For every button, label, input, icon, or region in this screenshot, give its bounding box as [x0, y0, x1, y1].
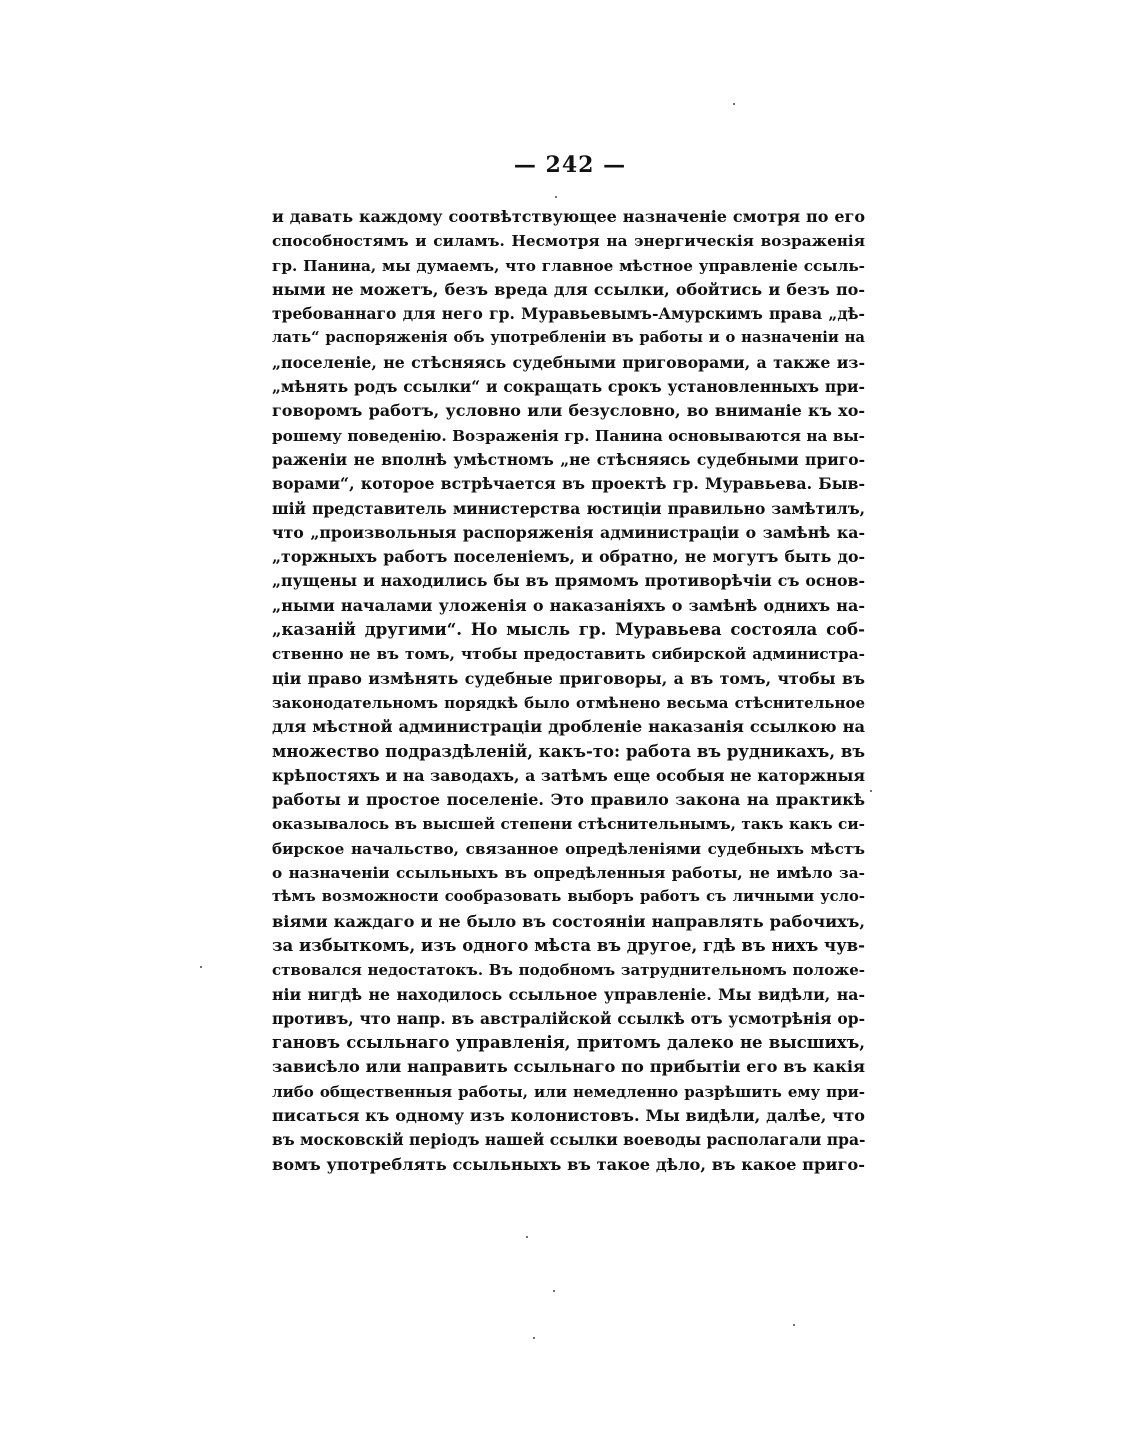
scan-speck — [533, 1337, 535, 1339]
scan-speck — [200, 966, 202, 968]
text-line: рошему поведенію. Возраженія гр. Панина основываются на вы- — [272, 426, 865, 445]
text-line: „пущены и находились бы въ прямомъ противорѣчіи съ основ- — [272, 571, 865, 591]
text-line: требованнаго для него гр. Муравьевымъ-Амурскимъ права „дѣ- — [272, 304, 865, 324]
text-line: шій представитель министерства юстиціи правильно замѣтилъ, — [272, 498, 865, 518]
text-line: что „произвольныя распоряженія администраціи о замѣнѣ ка- — [272, 522, 865, 542]
text-line: „торжныхъ работъ поселеніемъ, и обратно, не могутъ быть до- — [272, 547, 865, 567]
text-line: для мѣстной администраціи дробленіе наказанія ссылкою на — [272, 717, 865, 737]
text-line: писаться къ одному изъ колонистовъ. Мы видѣли, далѣе, что — [272, 1105, 865, 1125]
text-line: множество подраздѣленій, какъ-то: работа въ рудникахъ, въ — [272, 741, 865, 761]
text-line: оказывалось въ высшей степени стѣснительнымъ, такъ какъ си- — [272, 815, 865, 834]
scan-speck — [555, 196, 557, 198]
scan-speck — [793, 1324, 795, 1326]
text-line: говоромъ работъ, условно или безусловно, во вниманіе къ хо- — [272, 401, 865, 421]
text-line: въ московскій періодъ нашей ссылки воеводы располагали пра- — [272, 1130, 865, 1150]
text-line: „казаній другими“. Но мысль гр. Муравьева состояла соб- — [272, 620, 865, 640]
page-number: — 242 — — [513, 152, 627, 178]
text-line: гр. Панина, мы думаемъ, что главное мѣстное управленіе ссыль- — [272, 256, 865, 275]
text-line: работы и простое поселеніе. Это правило закона на практикѣ — [272, 790, 865, 810]
text-line: ворами“, которое встрѣчается въ проектѣ гр. Муравьева. Быв- — [272, 474, 865, 494]
text-line: за избыткомъ, изъ одного мѣста въ другое, гдѣ въ нихъ чув- — [272, 935, 865, 955]
scan-speck — [553, 1290, 555, 1292]
text-line: віями каждаго и не было въ состояніи направлять рабочихъ, — [272, 911, 865, 931]
text-line: либо общественныя работы, или немедленно разрѣшить ему при- — [272, 1082, 865, 1101]
text-line: ствовался недостатокъ. Въ подобномъ затруднительномъ положе- — [272, 961, 865, 980]
text-line: вомъ употреблять ссыльныхъ въ такое дѣло, въ какое приго- — [272, 1154, 865, 1174]
text-line: способностямъ и силамъ. Несмотря на энергическія возраженія — [272, 232, 865, 251]
scan-speck — [870, 790, 872, 792]
scan-speck — [526, 1236, 528, 1238]
text-line: тѣмъ возможности сообразовать выборъ работъ съ личными усло- — [272, 888, 865, 906]
text-line: бирское начальство, связанное опредѣленіями судебныхъ мѣстъ — [272, 839, 865, 858]
text-line: ціи право измѣнять судебные приговоры, а въ томъ, чтобы въ — [272, 668, 865, 688]
text-line: лать“ распоряженія объ употребленіи въ работы и о назначеніи на — [272, 329, 865, 347]
body-text — [272, 205, 865, 1177]
text-line: „мѣнять родъ ссылки“ и сокращать срокъ установленныхъ при- — [272, 377, 865, 397]
text-line: ніи нигдѣ не находилось ссыльное управленіе. Мы видѣли, на- — [272, 984, 865, 1004]
text-line: „ными началами уложенія о наказаніяхъ о замѣнѣ однихъ на- — [272, 595, 865, 615]
text-line: законодательномъ порядкѣ было отмѣнено весьма стѣснительное — [272, 693, 865, 712]
text-line: ственно не въ томъ, чтобы предоставить сибирской администра- — [272, 645, 865, 664]
scan-speck — [733, 103, 735, 105]
text-line: и давать каждому соотвѣтствующее назначеніе смотря по его — [272, 207, 865, 226]
text-line: о назначеніи ссыльныхъ въ опредѣленныя работы, не имѣло за- — [272, 864, 865, 883]
text-line: гановъ ссыльнаго управленія, притомъ далеко не высшихъ, — [272, 1033, 865, 1053]
text-line: раженіи не вполнѣ умѣстномъ „не стѣсняясь судебными приго- — [272, 449, 865, 469]
text-line: ными не можетъ, безъ вреда для ссылки, обойтись и безъ по- — [272, 279, 865, 299]
text-line: „поселеніе, не стѣсняясь судебными приговорами, а также из- — [272, 352, 865, 372]
text-line: зависѣло или направить ссыльнаго по прибытіи его въ какія — [272, 1057, 865, 1077]
text-line: противъ, что напр. въ австралійской ссылкѣ отъ усмотрѣнія ор- — [272, 1008, 865, 1028]
text-line: крѣпостяхъ и на заводахъ, а затѣмъ еще особыя не каторжныя — [272, 765, 865, 785]
